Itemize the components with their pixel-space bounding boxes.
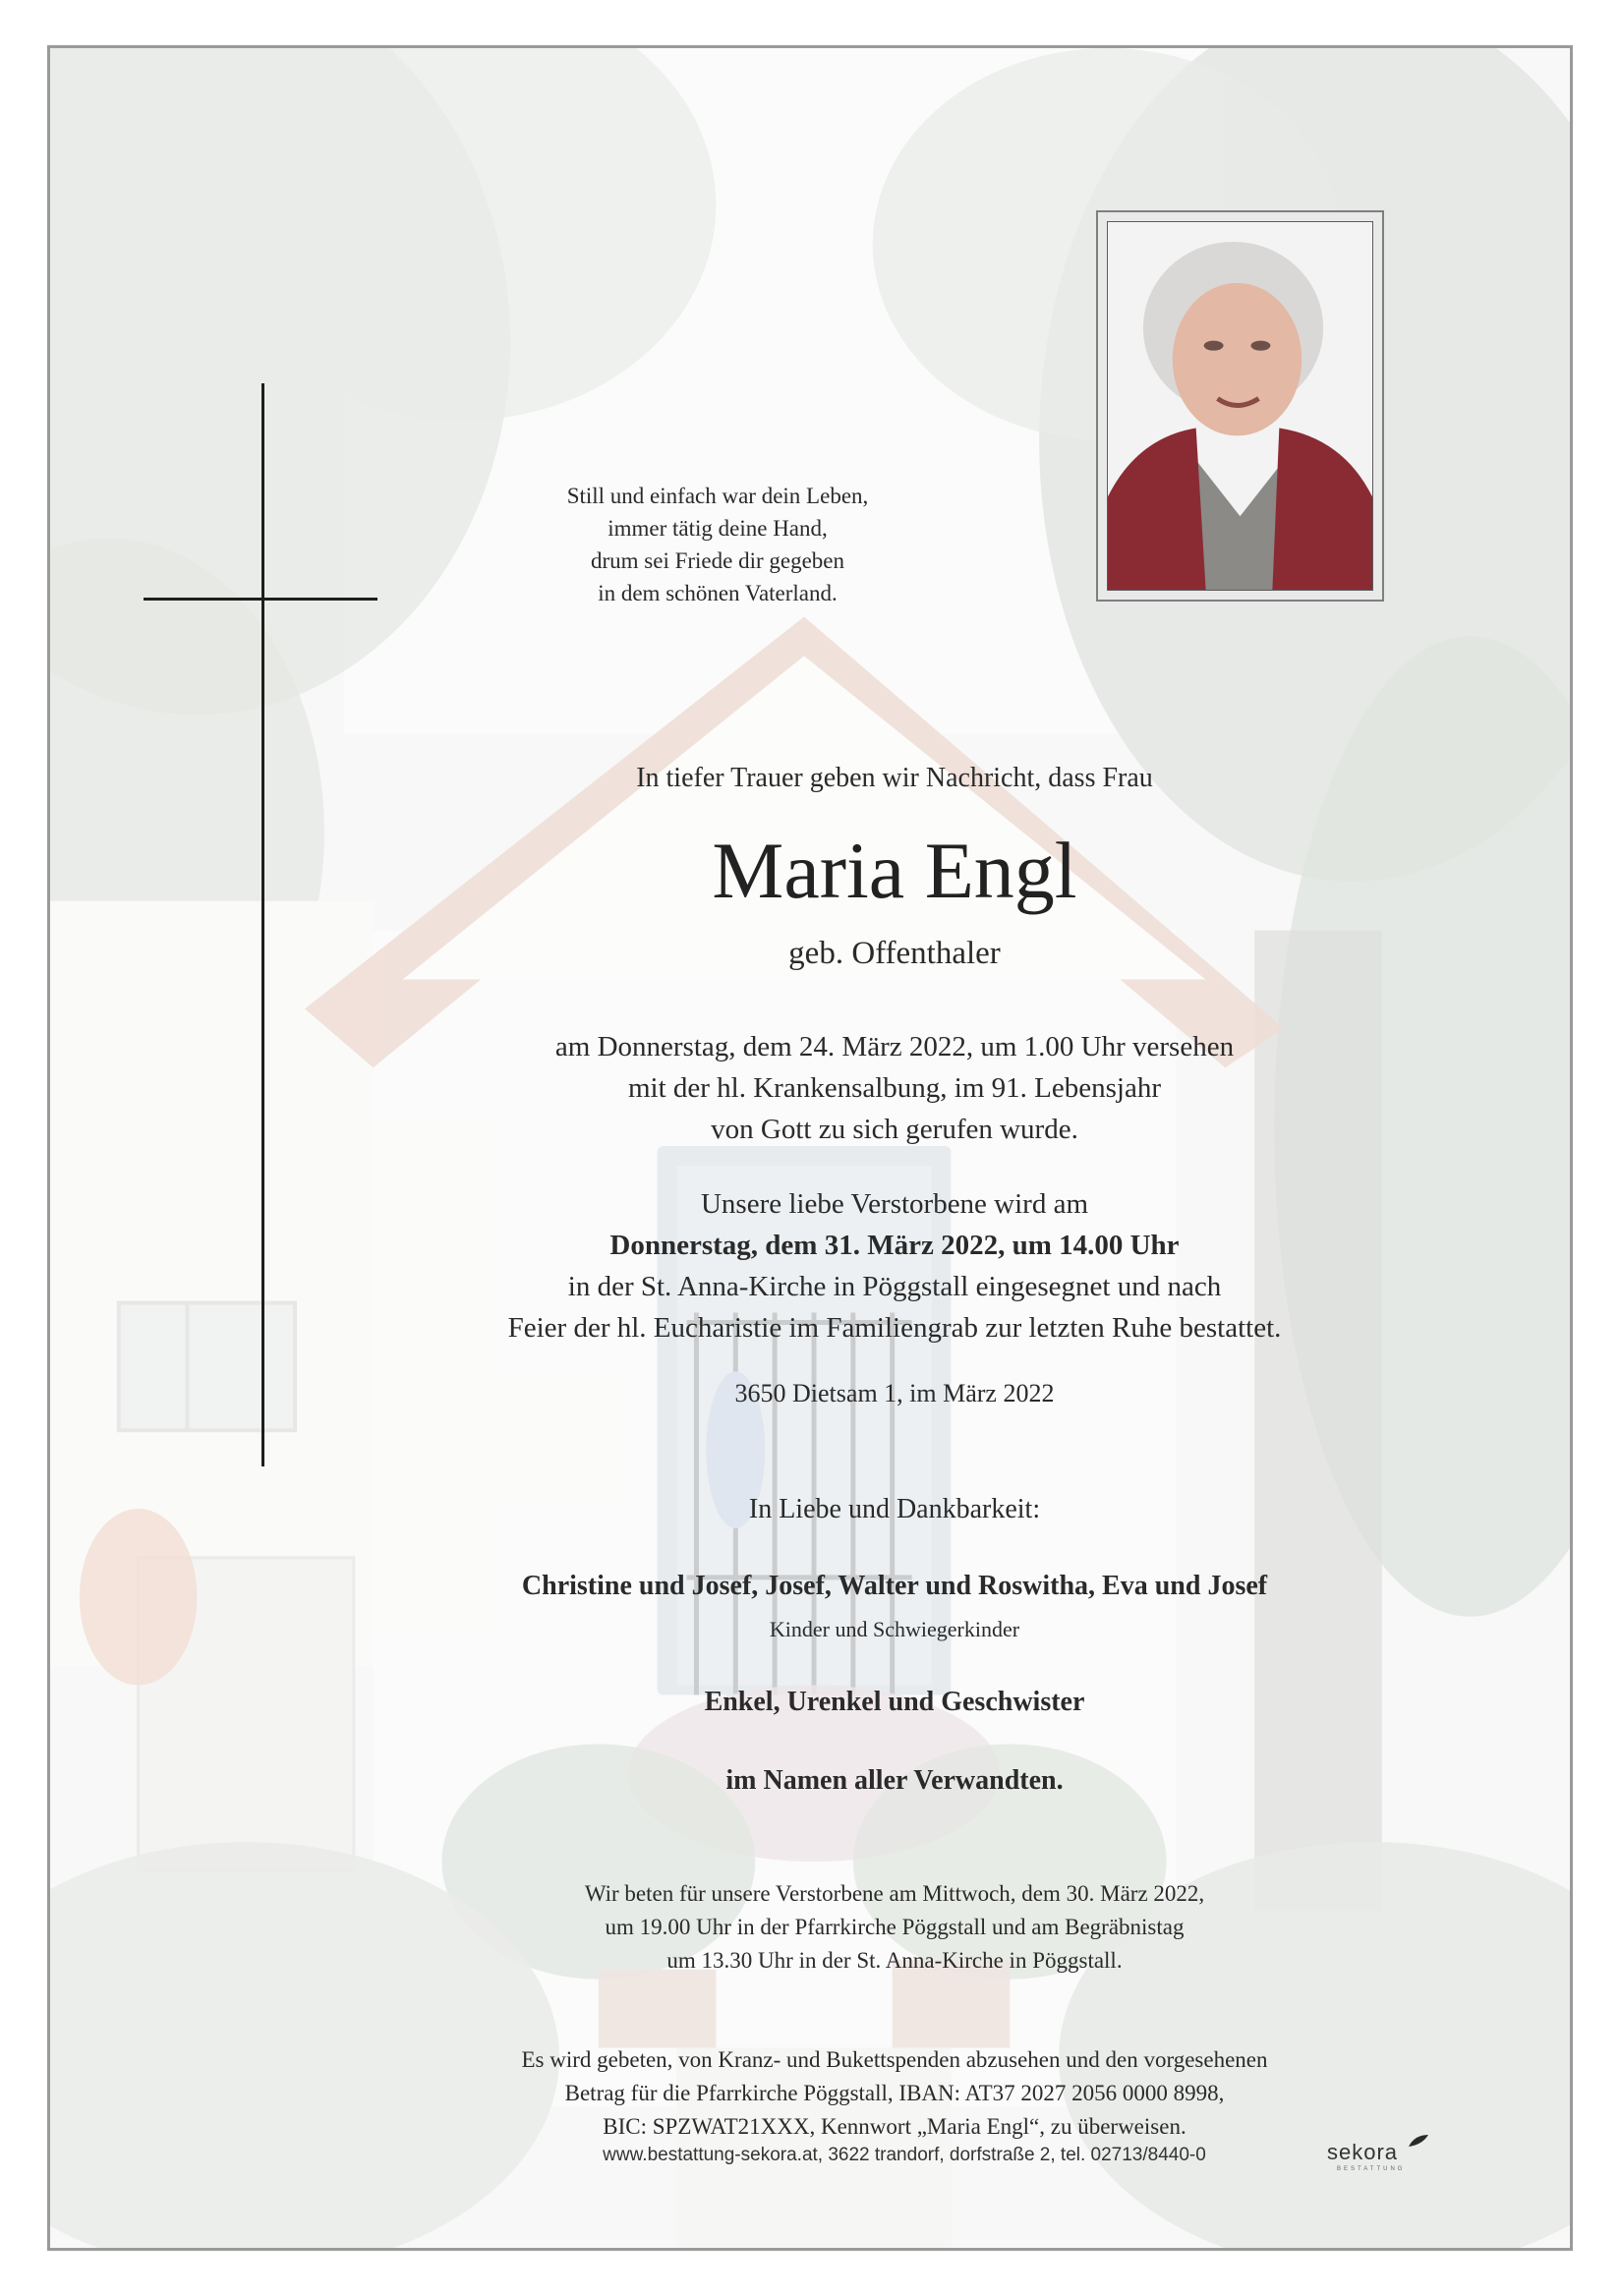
cross-vertical-beam (261, 383, 264, 1466)
leaf-icon (1407, 2133, 1430, 2149)
death-notice-line: von Gott zu sich gerufen wurde. (711, 1114, 1078, 1145)
donation-notice (452, 2043, 1337, 2144)
death-notice-line: mit der hl. Krankensalbung, im 91. Lebensjahr (627, 1072, 1161, 1104)
funeral-details (413, 1183, 1376, 1349)
poem-line: in dem schönen Vaterland. (598, 581, 838, 605)
maiden-name: geb. Offenthaler (788, 936, 1001, 971)
portrait-frame (1096, 210, 1384, 602)
children-names: Christine und Josef, Josef, Walter und Roswitha, Eva und Josef (521, 1571, 1268, 1601)
death-notice (452, 1026, 1337, 1150)
funeral-line: Feier der hl. Eucharistie im Familiengrab zur letzten Ruhe bestattet. (507, 1312, 1282, 1344)
relatives-line: im Namen aller Verwandten. (725, 1765, 1064, 1796)
poem-line: Still und einfach war dein Leben, (566, 484, 869, 508)
deceased-name: Maria Engl (712, 826, 1077, 915)
mourners-heading: In Liebe und Dankbarkeit: (748, 1494, 1041, 1524)
memorial-poem (521, 480, 914, 609)
funeral-date: Donnerstag, dem 31. März 2022, um 14.00 Uhr (609, 1230, 1180, 1261)
footer-contact: www.bestattung-sekora.at, 3622 trandorf, dorfstraße 2, tel. 02713/8440-0 (603, 2145, 1206, 2165)
place-date: 3650 Dietsam 1, im März 2022 (734, 1379, 1055, 1407)
grandchildren-line: Enkel, Urenkel und Geschwister (704, 1687, 1085, 1717)
sekora-logo: sekora (1327, 2140, 1399, 2164)
sekora-logo-subtext: BESTATTUNG (1337, 2166, 1406, 2172)
poem-line: drum sei Friede dir gegeben (590, 548, 845, 573)
announcement-intro: In tiefer Trauer geben wir Nachricht, dass Frau (636, 763, 1153, 793)
funeral-line: in der St. Anna-Kirche in Pöggstall eingesegnet und nach (567, 1271, 1222, 1302)
poem-line: immer tätig deine Hand, (608, 516, 828, 541)
portrait-photo (1108, 222, 1372, 590)
prayer-line: um 13.30 Uhr in der St. Anna-Kirche in Pöggstall. (666, 1948, 1123, 1973)
donation-line: Es wird gebeten, von Kranz- und Bukettspenden abzusehen und den vorgesehenen (521, 2047, 1268, 2072)
donation-line: BIC: SPZWAT21XXX, Kennwort „Maria Engl“, zu überweisen. (603, 2114, 1186, 2139)
donation-line: Betrag für die Pfarrkirche Pöggstall, IBAN: AT37 2027 2056 0000 8998, (564, 2081, 1225, 2105)
funeral-line: Unsere liebe Verstorbene wird am (700, 1188, 1089, 1220)
children-relation: Kinder und Schwiegerkinder (769, 1617, 1020, 1641)
death-notice-line: am Donnerstag, dem 24. März 2022, um 1.00 Uhr versehen (554, 1031, 1235, 1062)
prayer-notice (501, 1877, 1288, 1978)
prayer-line: um 19.00 Uhr in der Pfarrkirche Pöggstall und am Begräbnistag (605, 1915, 1185, 1939)
prayer-line: Wir beten für unsere Verstorbene am Mittwoch, dem 30. März 2022, (584, 1881, 1205, 1906)
cross-horizontal-beam (144, 598, 377, 601)
